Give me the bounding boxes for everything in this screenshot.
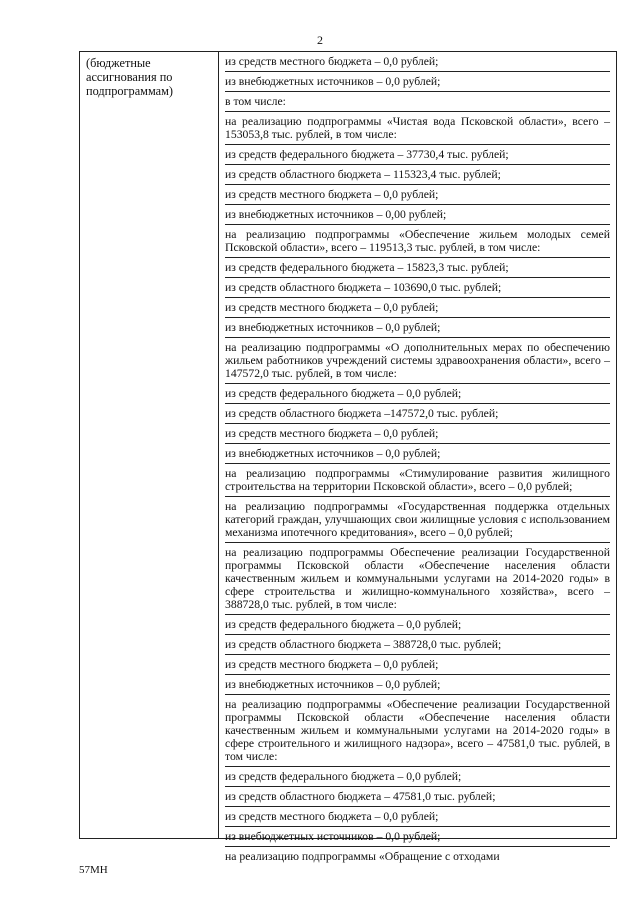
funding-line: из внебюджетных источников – 0,0 рублей; [225, 444, 610, 464]
funding-line: из средств местного бюджета – 0,0 рублей; [225, 298, 610, 318]
funding-line: из средств местного бюджета – 0,0 рублей; [225, 55, 610, 72]
funding-line: из средств федерального бюджета – 0,0 рублей; [225, 384, 610, 404]
funding-line: из средств местного бюджета – 0,0 рублей; [225, 655, 610, 675]
funding-line: в том числе: [225, 92, 610, 112]
subprogram-line: на реализацию подпрограммы «О дополнительных мерах по обеспечению жильем работников учреждений системы здравоохранения области», всего – 147572,0 тыс. рублей, в том числе: [225, 338, 610, 384]
funding-line: из средств местного бюджета – 0,0 рублей; [225, 807, 610, 827]
funding-line: из средств областного бюджета –147572,0 тыс. рублей; [225, 404, 610, 424]
funding-line: из средств местного бюджета – 0,0 рублей; [225, 424, 610, 444]
funding-line: из средств областного бюджета – 103690,0 тыс. рублей; [225, 278, 610, 298]
page-number: 2 [317, 33, 323, 47]
funding-line: из средств областного бюджета – 388728,0 тыс. рублей; [225, 635, 610, 655]
table-left-cell: (бюджетные ассигнования по подпрограммам) [80, 52, 219, 838]
subprogram-line: на реализацию подпрограммы «Чистая вода Псковской области», всего – 153053,8 тыс. рублей, в том числе: [225, 112, 610, 145]
financing-table [79, 51, 617, 863]
funding-line: из средств местного бюджета – 0,0 рублей; [225, 185, 610, 205]
funding-line: из средств областного бюджета – 115323,4 тыс. рублей; [225, 165, 610, 185]
funding-line: из средств федерального бюджета – 37730,4 тыс. рублей; [225, 145, 610, 165]
funding-line: из внебюджетных источников – 0,00 рублей; [225, 205, 610, 225]
subprogram-line: на реализацию подпрограммы «Обеспечение жильем молодых семей Псковской области», всего – 119513,3 тыс. рублей, в том числе: [225, 225, 610, 258]
table-right-cell [219, 52, 616, 863]
funding-line: из средств федерального бюджета – 15823,3 тыс. рублей; [225, 258, 610, 278]
subprogram-line: на реализацию подпрограммы «Стимулирование развития жилищного строительства на территории Псковской области», всего – 0,0 рублей; [225, 464, 610, 497]
funding-line: из внебюджетных источников – 0,0 рублей; [225, 318, 610, 338]
subprogram-line: на реализацию подпрограммы «Обращение с отходами [225, 850, 500, 863]
funding-line: из средств областного бюджета – 47581,0 тыс. рублей; [225, 787, 610, 807]
subprogram-line: на реализацию подпрограммы Обеспечение реализации Государственной программы Псковской области «Обеспечение населения области качественным жильем и коммунальными услугами на 2014-2020 годы» в сфере строительства и жилищно-коммунального хозяйства», всего – 388728,0 тыс. рублей, в том числе: [225, 543, 610, 615]
footer-code: 57МН [79, 864, 108, 876]
funding-line: из внебюджетных источников – 0,0 рублей; [225, 827, 610, 847]
subprogram-line: на реализацию подпрограммы «Государственная поддержка отдельных категорий граждан, улучшающих свои жилищные условия с использованием механизма ипотечного кредитования», всего – 0,0 рублей; [225, 497, 610, 543]
funding-line: из внебюджетных источников – 0,0 рублей; [225, 675, 610, 695]
funding-line: из средств федерального бюджета – 0,0 рублей; [225, 615, 610, 635]
funding-line: из средств федерального бюджета – 0,0 рублей; [225, 767, 610, 787]
subprogram-line: на реализацию подпрограммы «Обеспечение реализации Государственной программы Псковской области «Обеспечение населения области качественным жильем и коммунальными услугами на 2014-2020 годы» в сфере строительного и жилищного надзора», всего – 47581,0 тыс. рублей, в том числе: [225, 695, 610, 767]
funding-line: из внебюджетных источников – 0,0 рублей; [225, 72, 610, 92]
